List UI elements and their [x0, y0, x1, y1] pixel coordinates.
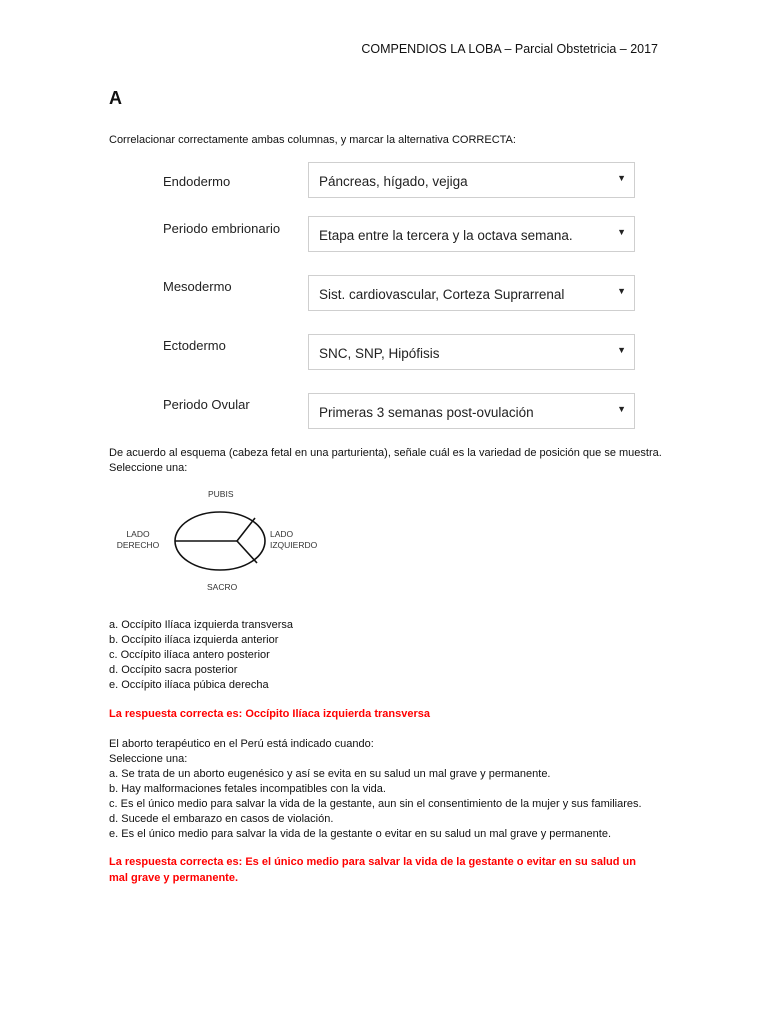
option-b[interactable]: b. Occípito ilíaca izquierda anterior	[109, 634, 279, 646]
q3-correct-answer: La respuesta correcta es: Es el único medio para salvar la vida de la gestante o evitar en su salud un mal grave y permanente.	[109, 856, 636, 884]
chevron-down-icon: ▼	[617, 227, 626, 237]
answer-dropdown[interactable]	[308, 393, 635, 429]
answer-dropdown[interactable]	[308, 216, 635, 252]
q3-prompt: El aborto terapéutico en el Perú está indicado cuando:	[109, 738, 374, 750]
dropdown-value: Páncreas, hígado, vejiga	[319, 174, 468, 189]
option-d[interactable]: d. Sucede el embarazo en casos de violación.	[109, 813, 334, 825]
option-a[interactable]: a. Se trata de un aborto eugenésico y así se evita en su salud un mal grave y permanente.	[109, 768, 551, 780]
option-d[interactable]: d. Occípito sacra posterior	[109, 664, 238, 676]
option-c[interactable]: c. Es el único medio para salvar la vida de la gestante, aun sin el consentimiento de la mujer y sus familiares.	[109, 798, 642, 810]
chevron-down-icon: ▼	[617, 286, 626, 296]
answer-dropdown[interactable]	[308, 275, 635, 311]
dropdown-value: Primeras 3 semanas post-ovulación	[319, 405, 534, 420]
option-b[interactable]: b. Hay malformaciones fetales incompatibles con la vida.	[109, 783, 386, 795]
match-label: Periodo embrionario	[163, 221, 281, 236]
q2-prompt: De acuerdo al esquema (cabeza fetal en una parturienta), señale cuál es la variedad de posición que se muestra.	[109, 447, 662, 459]
option-e[interactable]: e. Es el único medio para salvar la vida de la gestante o evitar en su salud un mal grave y permanente.	[109, 828, 612, 840]
section-letter: A	[109, 88, 122, 108]
match-row-ectodermo	[163, 334, 637, 372]
match-label: Mesodermo	[163, 279, 232, 294]
chevron-down-icon: ▼	[617, 173, 626, 183]
dropdown-value: Sist. cardiovascular, Corteza Suprarrenal	[319, 287, 565, 302]
q2-correct-answer: La respuesta correcta es: Occípito Ilíaca izquierda transversa	[109, 708, 430, 720]
q2-options	[109, 618, 293, 693]
option-a[interactable]: a. Occípito Ilíaca izquierda transversa	[109, 619, 294, 631]
answer-dropdown[interactable]	[308, 162, 635, 198]
match-row-periodo-embrionario	[163, 216, 637, 254]
diagram-label-sacro: SACRO	[207, 582, 238, 592]
match-label: Periodo Ovular	[163, 397, 250, 412]
answer-dropdown[interactable]	[308, 334, 635, 370]
select-one-label: Seleccione una:	[109, 753, 188, 765]
dropdown-value: SNC, SNP, Hipófisis	[319, 346, 440, 361]
chevron-down-icon: ▼	[617, 404, 626, 414]
match-label: Endodermo	[163, 174, 231, 189]
select-one-label: Seleccione una:	[109, 462, 188, 474]
option-c[interactable]: c. Occípito ilíaca antero posterior	[109, 649, 270, 661]
match-label: Ectodermo	[163, 338, 226, 353]
diagram-label-pubis: PUBIS	[208, 489, 234, 499]
match-row-periodo-ovular	[163, 393, 637, 431]
q1-instruction: Correlacionar correctamente ambas columnas, y marcar la alternativa CORRECTA:	[109, 134, 516, 146]
q2-prompt-block	[109, 446, 662, 476]
page-header: COMPENDIOS LA LOBA – Parcial Obstetricia – 2017	[361, 42, 658, 56]
q3-block	[109, 737, 642, 842]
fetal-head-ellipse	[173, 509, 269, 573]
dropdown-value: Etapa entre la tercera y la octava semana.	[319, 228, 573, 243]
diagram-label-right: LADO IZQUIERDO	[270, 529, 318, 550]
fetal-head-diagram	[110, 486, 340, 596]
option-e[interactable]: e. Occípito ilíaca púbica derecha	[109, 679, 269, 691]
diagram-label-left: LADO DERECHO	[116, 529, 160, 550]
match-row-mesodermo	[163, 275, 637, 313]
match-row-endodermo	[163, 162, 637, 200]
chevron-down-icon: ▼	[617, 345, 626, 355]
